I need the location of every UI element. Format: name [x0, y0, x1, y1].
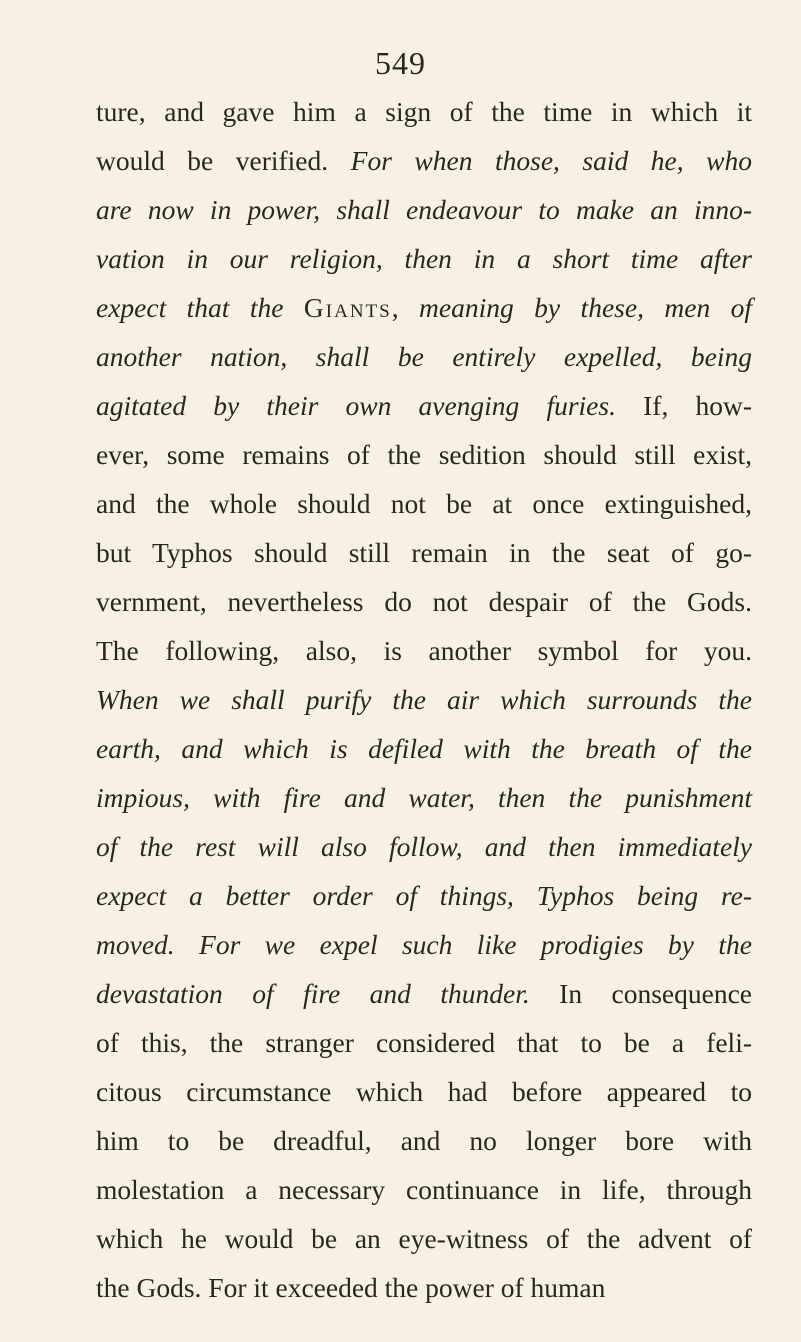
text-run: the Gods. For it exceeded the power of human: [96, 1272, 606, 1303]
text-line: [96, 675, 752, 724]
text-line: [96, 724, 752, 773]
text-line: [96, 1214, 752, 1263]
text-run: which he would be an eye-witness of the advent of: [96, 1223, 752, 1254]
text-line: [96, 969, 752, 1018]
text-run: of this, the stranger considered that to be a feli-: [96, 1027, 752, 1058]
text-run: In consequence: [529, 978, 753, 1009]
text-run: ever, some remains of the sedition should still exist,: [96, 439, 752, 470]
text-run: The following, also, is another symbol for you.: [96, 635, 752, 666]
text-line: [96, 577, 752, 626]
text-run: molestation a necessary continuance in life, through: [96, 1174, 752, 1205]
text-run: ture, and gave him a sign of the time in which it: [96, 96, 752, 127]
text-run: vernment, nevertheless do not despair of the Gods.: [96, 586, 752, 617]
text-line: [96, 136, 752, 185]
text-line: [96, 1067, 752, 1116]
text-line: [96, 234, 752, 283]
text-run: but Typhos should still remain in the seat of go-: [96, 537, 752, 568]
text-line: [96, 1116, 752, 1165]
text-line: [96, 528, 752, 577]
text-run: impious, with fire and water, then the punishment: [96, 782, 752, 813]
text-run: Giants: [303, 292, 392, 323]
text-run: vation in our religion, then in a short time after: [96, 243, 752, 274]
text-run: would be verified.: [96, 145, 351, 176]
text-line: [96, 1018, 752, 1067]
text-run: moved. For we expel such like prodigies by the: [96, 929, 752, 960]
text-run: expect a better order of things, Typhos being re-: [96, 880, 752, 911]
text-line: [96, 185, 752, 234]
text-line: [96, 822, 752, 871]
text-run: devastation of fire and thunder.: [96, 978, 530, 1009]
text-run: earth, and which is defiled with the breath of the: [96, 733, 752, 764]
text-line: [96, 430, 752, 479]
text-run: meaning by these, men of: [419, 292, 753, 323]
text-line: [96, 283, 752, 332]
text-run: of the rest will also follow, and then immediately: [96, 831, 752, 862]
text-run: expect that the: [96, 292, 304, 323]
text-run: agitated by their own avenging furies.: [96, 390, 616, 421]
text-run: ,: [391, 292, 420, 323]
page-number: 549: [375, 45, 426, 81]
text-run: If, how-: [615, 390, 752, 421]
text-run: him to be dreadful, and no longer bore with: [96, 1125, 752, 1156]
text-line: [96, 1165, 752, 1214]
text-line: [96, 381, 752, 430]
text-line: [96, 1263, 752, 1312]
text-run: For when those, said he, who: [350, 145, 752, 176]
text-line: [96, 871, 752, 920]
text-run: When we shall purify the air which surrounds the: [96, 684, 752, 715]
text-line: [96, 773, 752, 822]
text-line: [96, 479, 752, 528]
text-line: [96, 626, 752, 675]
text-run: and the whole should not be at once extinguished,: [96, 488, 752, 519]
text-line: [96, 920, 752, 969]
body-text: [96, 87, 752, 1312]
text-line: [96, 332, 752, 381]
text-run: are now in power, shall endeavour to make an inno-: [96, 194, 752, 225]
text-line: [96, 87, 752, 136]
text-run: citous circumstance which had before appeared to: [96, 1076, 752, 1107]
text-run: another nation, shall be entirely expelled, being: [96, 341, 752, 372]
